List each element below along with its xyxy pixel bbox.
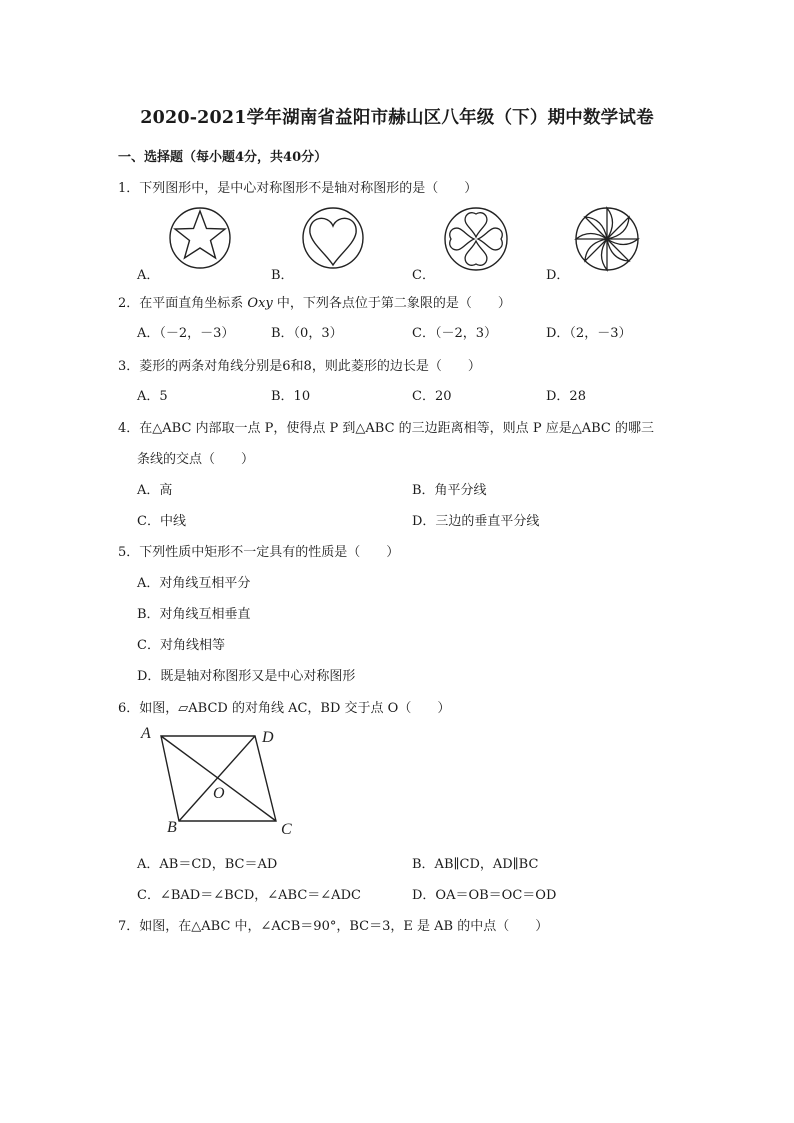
vertex-label-b: B [167,819,177,836]
q5-option-d[interactable]: D．既是轴对称图形又是中心对称图形 [137,669,356,684]
q2-stem-var: Oxy [247,296,273,311]
vertex-label-a: A [141,725,151,742]
q6-option-a[interactable]: A．AB＝CD，BC＝AD [137,857,278,872]
q1-option-c[interactable]: C． [412,268,435,283]
question-7-stem: 7．如图，在△ABC 中，∠ACB＝90°，BC＝3，E 是 AB 的中点（ ） [118,919,549,934]
q4-option-d[interactable]: D．三边的垂直平分线 [412,514,540,529]
q3-option-d[interactable]: D．28 [546,389,586,404]
q6-option-b[interactable]: B．AB∥CD，AD∥BC [412,857,539,872]
q2-stem-post: 中，下列各点位于第二象限的是（ ） [272,296,511,311]
star-in-circle-figure [165,206,235,270]
parallelogram-figure [135,722,310,840]
question-4-stem-line2: 条线的交点（ ） [137,452,255,467]
q3-option-c[interactable]: C．20 [412,389,452,404]
q5-option-b[interactable]: B．对角线互相垂直 [137,607,251,622]
question-2-stem [118,292,511,311]
q4-option-b[interactable]: B．角平分线 [412,483,487,498]
q2-option-d[interactable]: D．（2，－3） [546,326,632,341]
question-1-stem: 1．下列图形中，是中心对称图形不是轴对称图形的是（ ） [118,181,478,196]
vertex-label-d: D [262,729,274,746]
clover-in-circle-figure [440,206,512,272]
question-3-stem: 3．菱形的两条对角线分别是6和8，则此菱形的边长是（ ） [118,359,481,374]
question-6-stem: 6．如图，▱ABCD 的对角线 AC，BD 交于点 O（ ） [118,701,451,716]
q1-option-b[interactable]: B． [271,268,294,283]
vertex-label-c: C [281,821,292,838]
q5-option-c[interactable]: C．对角线相等 [137,638,225,653]
section-heading: 一、选择题（每小题4分，共40分） [118,150,328,165]
q1-option-a[interactable]: A． [137,268,160,283]
q5-option-a[interactable]: A．对角线互相平分 [137,576,251,591]
q2-option-b[interactable]: B．（0，3） [271,326,343,341]
center-label-o: O [213,785,225,802]
heart-in-circle-figure [298,206,368,270]
q6-option-c[interactable]: C．∠BAD＝∠BCD，∠ABC＝∠ADC [137,888,361,903]
q3-option-b[interactable]: B．10 [271,389,311,404]
pinwheel-in-circle-figure [572,206,642,272]
q4-option-c[interactable]: C．中线 [137,514,186,529]
q2-option-c[interactable]: C．（－2，3） [412,326,497,341]
q4-option-a[interactable]: A．高 [137,483,173,498]
q1-option-d[interactable]: D． [546,268,570,283]
q3-option-a[interactable]: A．5 [137,389,168,404]
q2-option-a[interactable]: A．（－2，－3） [137,326,235,341]
page-title: 2020-2021学年湖南省益阳市赫山区八年级（下）期中数学试卷 [140,108,654,128]
question-4-stem-line1: 4．在△ABC 内部取一点 P，使得点 P 到△ABC 的三边距离相等，则点 P 应是△ABC 的哪三 [118,421,654,436]
q2-stem-pre: 2．在平面直角坐标系 [118,296,248,311]
question-5-stem: 5．下列性质中矩形不一定具有的性质是（ ） [118,545,400,560]
q6-option-d[interactable]: D．OA＝OB＝OC＝OD [412,888,557,903]
